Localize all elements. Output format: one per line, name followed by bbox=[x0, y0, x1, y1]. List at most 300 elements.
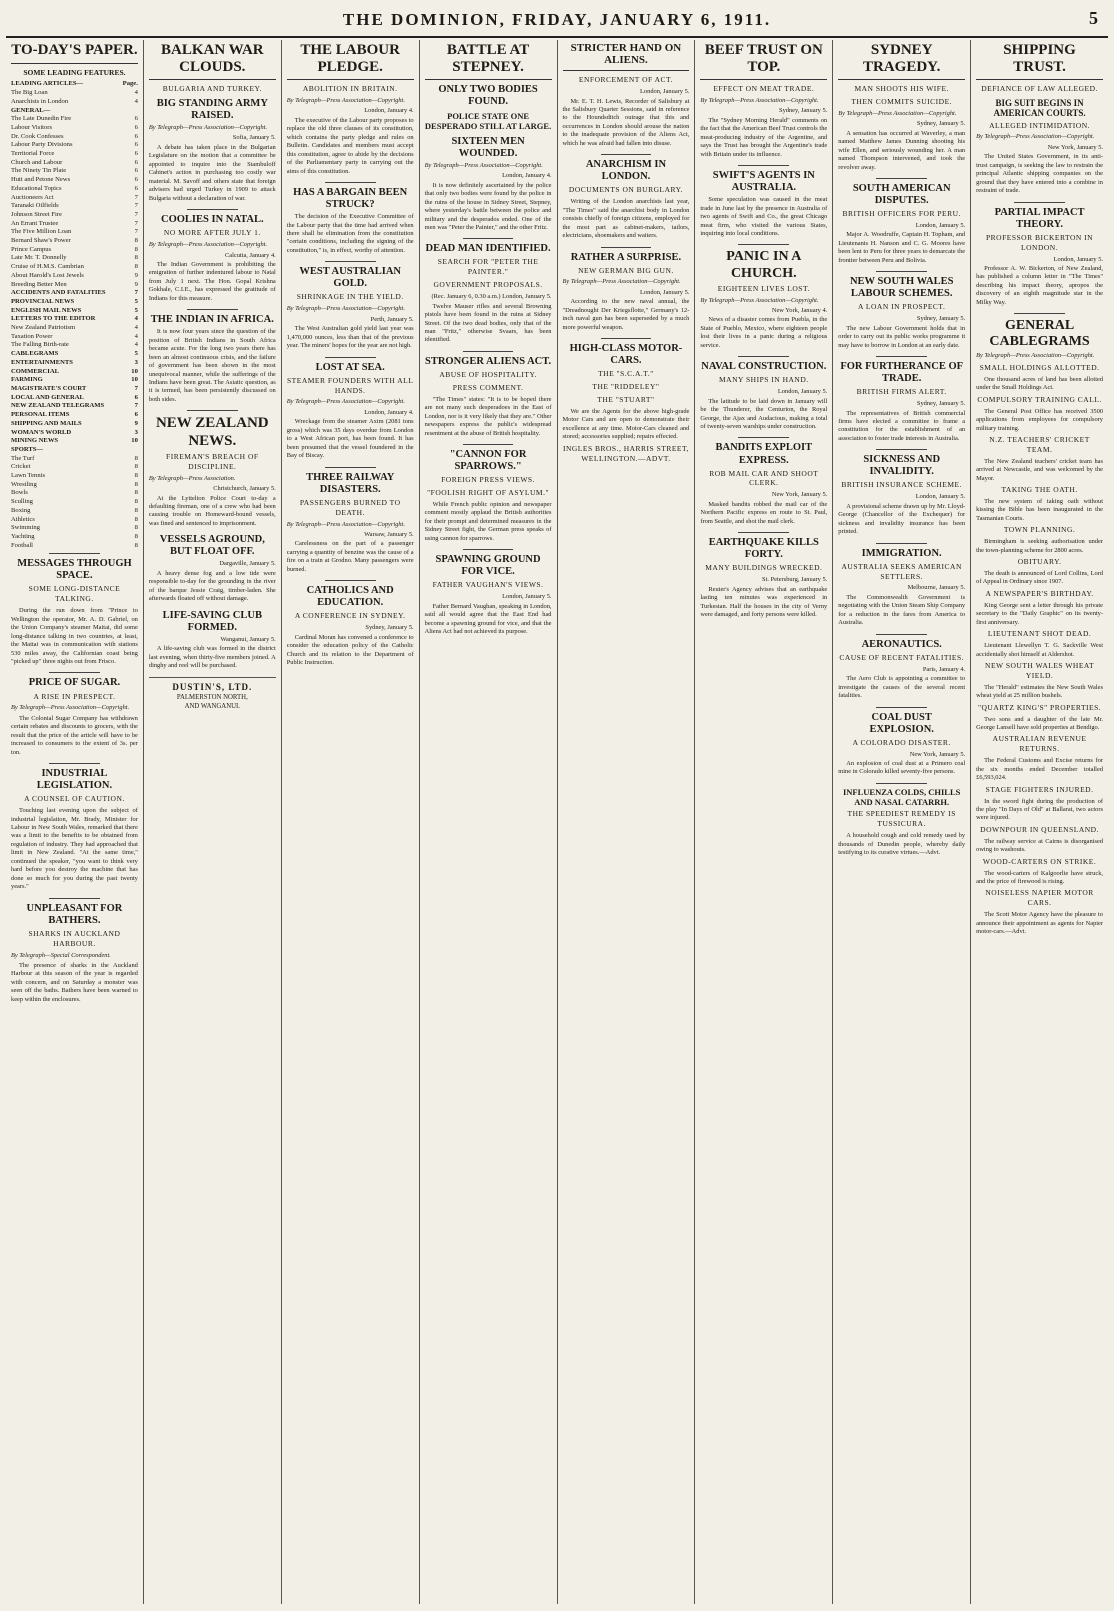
column-3 bbox=[281, 40, 419, 1604]
index-label: New Zealand Patriotism bbox=[11, 324, 76, 332]
index-label: NEW ZEALAND TELEGRAMS bbox=[11, 402, 105, 410]
article-subhead: BULGARIA AND TURKEY. bbox=[162, 84, 262, 93]
article bbox=[425, 444, 552, 543]
article-body: At the Lyttelton Police Court to-day a defaulting fireman, one of a crew who had been causing trouble on Homeward-bound vessels, was fined and sentenced to imprisonment. bbox=[148, 494, 276, 527]
index-row bbox=[11, 376, 138, 385]
index-page: 10 bbox=[131, 437, 138, 445]
index-row bbox=[11, 429, 138, 438]
column-7 bbox=[832, 40, 970, 1604]
cablegram-headline: AUSTRALIAN REVENUE RETURNS. bbox=[992, 734, 1087, 754]
cablegram-item bbox=[976, 363, 1103, 393]
article bbox=[700, 356, 827, 431]
index-label: Prince Campus bbox=[11, 245, 52, 253]
article-dateline: Warsaw, January 5. bbox=[364, 531, 414, 539]
index-label: Anarchists in London bbox=[11, 97, 69, 105]
article-body: During the run down from "Prince to Wellington the operator, Mr. A. D. Gabriel, on the Union Company's steamer Maitai, did some long-distance talking in two countries, at least, the Maitai was in communication with stations 530 miles away, the Californian coast being "picked up" three nights out from Frisco. bbox=[11, 607, 138, 665]
article-subhead: MANY SHIPS IN HAND. bbox=[718, 375, 809, 385]
article bbox=[976, 84, 1103, 196]
article-subhead: BRITISH INSURANCE SCHEME. bbox=[841, 480, 962, 490]
index-row bbox=[11, 524, 138, 533]
index-row bbox=[11, 202, 138, 211]
index-label: LOCAL AND GENERAL bbox=[11, 393, 84, 401]
index-page: 8 bbox=[134, 524, 138, 532]
article-subhead: THE SPEEDIEST REMEDY IS TUSSICURA. bbox=[847, 809, 956, 829]
article-body: A household cough and cold remedy used by thousands of Dunedin people, whereby daily testifying to its curative virtues.—Advt. bbox=[838, 832, 966, 857]
index-row bbox=[11, 341, 138, 350]
article-body: It is now definitely ascertained by the police that only two bodies were found by the police in the ruins of the house in Sidney Street, Stepney, where yesterday's battle between the police and military and the desperados ended. One of the men was "Peter the Painter," and the other Fritz. bbox=[424, 181, 552, 231]
article-body: The West Australian gold yield last year was 1,470,000 ounces, less than that of the previous year. The miners' hopes for the year are not high. bbox=[286, 325, 414, 350]
article-dateline: London, January 4. bbox=[502, 172, 552, 180]
article-body: The Aero Club is appointing a committee to investigate the causes of the several recent fatalities. bbox=[838, 675, 966, 700]
cablegram-list bbox=[976, 363, 1103, 937]
article bbox=[287, 261, 414, 350]
cablegram-headline: N.Z. TEACHERS' CRICKET TEAM. bbox=[989, 434, 1090, 454]
article bbox=[287, 467, 414, 575]
index-row bbox=[11, 402, 138, 411]
cablegram-headline: SMALL HOLDINGS ALLOTTED. bbox=[979, 362, 1100, 372]
index-page: 8 bbox=[134, 489, 138, 497]
index-row bbox=[11, 133, 138, 142]
column-6 bbox=[694, 40, 832, 1604]
article-headline: SWIFT'S AGENTS IN AUSTRALIA. bbox=[712, 170, 815, 194]
article-dateline: London, January 5. bbox=[777, 388, 828, 396]
index-page: 6 bbox=[134, 132, 138, 140]
article-body: A provisional scheme drawn up by Mr. Lloyd-George (Chancellor of the Exchequer) for sickness and invalidity insurance has been printed. bbox=[838, 502, 966, 536]
article bbox=[700, 244, 827, 350]
article-subhead: BRITISH OFFICERS FOR PERU. bbox=[842, 209, 961, 219]
index-page: 6 bbox=[134, 184, 138, 192]
cablegram-item bbox=[976, 485, 1103, 523]
article-subhead: BRITISH FIRMS ALERT. bbox=[856, 387, 947, 397]
index-row bbox=[11, 194, 138, 203]
index-page: 8 bbox=[134, 506, 138, 514]
article-byline: By Telegraph—Press Association—Copyright. bbox=[148, 241, 268, 249]
index-row bbox=[11, 98, 138, 107]
index-page: 6 bbox=[134, 141, 138, 149]
article bbox=[838, 84, 965, 172]
article-byline: By Telegraph—Press Association—Copyright. bbox=[286, 520, 405, 528]
index-label: LETTERS TO THE EDITOR bbox=[11, 315, 96, 323]
article-dateline: New York, January 4. bbox=[771, 306, 828, 314]
index-row bbox=[11, 350, 138, 359]
column-4 bbox=[419, 40, 557, 1604]
index-row bbox=[11, 516, 138, 525]
article-headline: LIFE-SAVING CLUB FORMED. bbox=[162, 609, 262, 633]
article-headline: NEW ZEALAND NEWS. bbox=[155, 415, 269, 449]
index-label: ENGLISH MAIL NEWS bbox=[11, 306, 82, 314]
article bbox=[563, 247, 690, 333]
article-subhead: NO MORE AFTER JULY 1. bbox=[163, 228, 261, 238]
article-body: The new Labour Government holds that in order to carry out its public works programme it may have to borrow in London at an early date. bbox=[838, 324, 966, 349]
article-body: The Indian Government is prohibiting the emigration of further indentured labour to Natal from July 1 next. The Hon. Gopal Krishna Gokhale, C.I.E., has expressed the gratitude of Indians for this measure. bbox=[148, 260, 276, 302]
ad-town: PALMERSTON NORTH, bbox=[176, 693, 248, 701]
article bbox=[838, 634, 965, 701]
cablegram-body: The "Herald" estimates the New South Wales wheat yield at 25 million bushels. bbox=[976, 683, 1103, 700]
index-row bbox=[11, 420, 138, 429]
article-headline: SICKNESS AND INVALIDITY. bbox=[863, 454, 941, 478]
masthead-title: THE DOMINION, FRIDAY, JANUARY 6, 1911. bbox=[342, 10, 772, 29]
column-heading: TO-DAY'S PAPER. bbox=[11, 40, 138, 64]
index-label: Church and Labour bbox=[11, 158, 63, 166]
article bbox=[976, 202, 1103, 308]
article-subhead: ABOLITION IN BRITAIN. bbox=[302, 84, 398, 93]
column-heading: SHIPPING TRUST. bbox=[976, 40, 1103, 80]
article-byline: By Telegraph—Special Correspondent. bbox=[11, 951, 111, 959]
cablegram-item bbox=[976, 435, 1103, 483]
article-body: The presence of sharks in the Auckland Harbour at this season of the year is regarded with concern, and on Saturday a monster was seen off the baths. Bathers have been warned to keep within the enclosures. bbox=[11, 962, 138, 1003]
columns bbox=[6, 40, 1108, 1604]
cablegram-item bbox=[976, 857, 1103, 887]
index-row bbox=[11, 124, 138, 133]
article-dateline: Perth, January 5. bbox=[370, 315, 414, 323]
index-label: FARMING bbox=[11, 376, 43, 384]
article bbox=[838, 271, 965, 350]
article bbox=[700, 84, 827, 159]
index-page: 6 bbox=[134, 158, 138, 166]
article-subhead: STEAMER FOUNDERS WITH ALL HANDS. bbox=[287, 375, 414, 395]
cablegram-body: King George sent a letter through his private secretary to the "Daily Graphic" on its twenty-first anniversary. bbox=[976, 601, 1103, 626]
article-headline: AERONAUTICS. bbox=[861, 638, 942, 650]
article-subhead: ABUSE OF HOSPITALITY. bbox=[439, 369, 537, 379]
article-subhead: THEN COMMITS SUICIDE. bbox=[851, 96, 953, 106]
article bbox=[11, 898, 138, 1005]
article-headline: THE INDIAN IN AFRICA. bbox=[150, 314, 274, 326]
index-row bbox=[11, 150, 138, 159]
article-body: Writing of the London anarchists last year, "The Times" said the anarchist body in London consists chiefly of foreign citizens, employed for the most part as cabinet-makers, tailors, electricians, shoemakers and waiters. bbox=[562, 198, 690, 240]
article-body: Some speculation was caused in the meat trade in June last by the presence in Australia of two agents of Swift and Co., the great Chicago meat firm, who visited the various States, inquiring into local conditions. bbox=[700, 196, 828, 237]
cablegram-body: The General Post Office has received 3500 applications from employees for compulsory military training. bbox=[976, 407, 1103, 432]
page-number: 5 bbox=[1089, 8, 1098, 28]
cablegram-headline: NOISELESS NAPIER MOTOR CARS. bbox=[985, 888, 1094, 908]
index-page: 6 bbox=[134, 115, 138, 123]
article-headline: STRONGER ALIENS ACT. bbox=[424, 355, 552, 367]
index-page: 4 bbox=[134, 97, 138, 105]
index-label: CABLEGRAMS bbox=[11, 350, 59, 358]
article-subhead: POLICE STATE ONE DESPERADO STILL AT LARGE. bbox=[424, 111, 552, 131]
cablegram-item bbox=[976, 525, 1103, 555]
index-label: Taranaki Oilfields bbox=[11, 202, 59, 210]
ad-town: AND WANGANUI. bbox=[184, 702, 240, 710]
index-row bbox=[11, 220, 138, 229]
index-page: 8 bbox=[134, 515, 138, 523]
index-row bbox=[11, 359, 138, 368]
index-label: Bernard Shaw's Power bbox=[11, 237, 71, 245]
article-dateline: London, January 5. bbox=[1053, 255, 1103, 263]
article-headline: UNPLEASANT FOR BATHERS. bbox=[26, 902, 123, 926]
index-label: The Falling Birth-rate bbox=[11, 341, 69, 349]
cablegram-body: The death is announced of Lord Collins, Lord of Appeal in Ordinary since 1907. bbox=[976, 570, 1103, 586]
article-body: While French public opinion and newspaper comment mostly applaud the British authorities for their prompt and determined measures in the Sidney Street fight, the German press speaks of using cannon for sparrows. bbox=[424, 500, 552, 542]
article-headline: SPAWNING GROUND FOR VICE. bbox=[435, 554, 541, 578]
article-body: A debate has taken place in the Bulgarian Legislature on the motion that a committee be appointed to inquire into the Stambuloff Cabinet's action in purchasing too costly war material. M. Savoff and others state that foreign advisers had urged Turkey in 1909 to attack Bulgaria without a declaration of war. bbox=[148, 143, 276, 202]
column-2 bbox=[143, 40, 281, 1604]
article-subhead: FIREMAN'S BREACH OF DISCIPLINE. bbox=[166, 451, 259, 471]
article-subhead: SHRINKAGE IN THE YIELD. bbox=[296, 292, 404, 302]
index-row bbox=[11, 437, 138, 446]
index-row bbox=[11, 176, 138, 185]
article-dateline: London, January 5. bbox=[640, 288, 690, 296]
index-row bbox=[11, 167, 138, 176]
article bbox=[149, 410, 276, 528]
article-body: The United States Government, in its anti-trust campaign, is seeking the law to restrain the principal Atlantic shipping companies on the ground that they have entered into a combine in restraint of trade. bbox=[976, 153, 1103, 195]
index-label: ENTERTAINMENTS bbox=[11, 358, 73, 366]
index-label: Labour Party Divisions bbox=[11, 141, 73, 149]
article-dateline: Sofia, January 5. bbox=[232, 134, 276, 142]
article-subhead: GOVERNMENT PROPOSALS. bbox=[433, 280, 543, 290]
article-headline: THREE RAILWAY DISASTERS. bbox=[306, 471, 395, 495]
article-byline: By Telegraph—Press Association—Copyright. bbox=[838, 109, 957, 117]
column-heading: SYDNEY TRAGEDY. bbox=[838, 40, 965, 80]
cablegram-item bbox=[976, 888, 1103, 936]
index-page: 5 bbox=[134, 350, 138, 358]
index-page: 7 bbox=[134, 289, 138, 297]
article bbox=[11, 553, 138, 666]
index-row bbox=[11, 298, 138, 307]
index-row bbox=[11, 385, 138, 394]
article-byline: By Telegraph—Press Association—Copyright. bbox=[700, 296, 819, 304]
article-headline: MESSAGES THROUGH SPACE. bbox=[17, 558, 132, 582]
index-label: GENERAL— bbox=[11, 106, 51, 114]
index-label: Football bbox=[11, 541, 33, 549]
index-page: 8 bbox=[134, 463, 138, 471]
article-byline: By Telegraph—Press Association—Copyright. bbox=[286, 96, 405, 104]
article-headline: NEW SOUTH WALES LABOUR SCHEMES. bbox=[849, 276, 954, 300]
index-row bbox=[11, 455, 138, 464]
article-body: The "Sydney Morning Herald" comments on the fact that the American Beef Trust controls the meat-producing industry of the Argentine, and says the Trust has brought the Argentine's trade with Britain under its influence. bbox=[700, 116, 828, 158]
index-label: Cricket bbox=[11, 463, 31, 471]
index-label: Boxing bbox=[11, 506, 31, 514]
article bbox=[838, 449, 965, 536]
article-headline: VESSELS AGROUND, BUT FLOAT OFF. bbox=[159, 534, 265, 558]
index-row bbox=[11, 263, 138, 272]
article-dateline: London, January 5. bbox=[502, 593, 552, 601]
cablegram-headline: A NEWSPAPER'S BIRTHDAY. bbox=[985, 588, 1094, 598]
article bbox=[838, 543, 965, 628]
index-label: Lawn Tennis bbox=[11, 472, 46, 480]
index-row bbox=[11, 107, 138, 116]
article-headline: ANARCHISM IN LONDON. bbox=[585, 159, 667, 183]
article-headline: COOLIES IN NATAL. bbox=[161, 214, 264, 226]
article-byline: By Telegraph—Press Association—Copyright. bbox=[976, 352, 1095, 360]
article-subhead: A CONFERENCE IN SYDNEY. bbox=[294, 611, 406, 621]
index-row bbox=[11, 411, 138, 420]
cablegram-headline: "QUARTZ KING'S" PROPERTIES. bbox=[977, 702, 1102, 712]
article bbox=[700, 165, 827, 238]
index-row bbox=[11, 324, 138, 333]
index-page: 7 bbox=[134, 228, 138, 236]
index-label: Taxation Power bbox=[11, 332, 53, 340]
cablegram-item bbox=[976, 703, 1103, 733]
index-page: 3 bbox=[134, 428, 138, 436]
article bbox=[425, 351, 552, 438]
index-page: 4 bbox=[134, 315, 138, 323]
article-headline: BIG STANDING ARMY RAISED. bbox=[156, 97, 268, 121]
index-row bbox=[11, 272, 138, 281]
article-subhead: ALLEGED INTIMIDATION. bbox=[989, 120, 1091, 130]
index-label: The Big Loan bbox=[11, 89, 48, 97]
article-subhead: A LOAN IN PROSPECT. bbox=[858, 302, 946, 312]
index-label: Swimming bbox=[11, 524, 40, 532]
article-headline: HIGH-CLASS MOTOR-CARS. bbox=[569, 343, 683, 367]
index-page: 4 bbox=[134, 341, 138, 349]
ad-contact: INGLES BROS., HARRIS STREET, WELLINGTON.—ADVT. bbox=[562, 443, 689, 463]
article-body: Reuter's Agency advises that an earthquake lasting ten minutes was experienced in Turkestan. Half the houses in the city of Verny were damaged, and forty persons were killed. bbox=[700, 585, 828, 619]
index-label: Hutt and Petone News bbox=[11, 176, 71, 184]
index-page: 7 bbox=[134, 385, 138, 392]
article-body: The decision of the Executive Committee of the Labour party that the time had arrived when there shall be elimination from the constitution "certain conditions, including the signing of the constitution," is, in effect, worthy of attention. bbox=[286, 213, 414, 254]
index-row bbox=[11, 333, 138, 342]
article-subhead: "FOOLISH RIGHT OF ASYLUM." bbox=[427, 487, 550, 497]
article-body: A life-saving club was formed in the district last evening, when thirty-five members joined. A dinghy and reel will be purchased. bbox=[148, 645, 276, 670]
article-body: Wreckage from the steamer Axim (2081 tons gross) which was 35 days overdue from London to a West African port, has been found. It has been presumed that the vessel foundered in the Bay of Biscay. bbox=[286, 418, 414, 460]
column-heading: THE LABOUR PLEDGE. bbox=[287, 40, 414, 80]
index-label: SPORTS— bbox=[11, 445, 44, 453]
article-headline: INFLUENZA COLDS, CHILLS AND NASAL CATARRH. bbox=[842, 786, 961, 807]
cablegram-body: In the sword fight during the production of the play "In Days of Old" at Ballarat, two actors were injured. bbox=[976, 797, 1103, 822]
index-row bbox=[11, 507, 138, 516]
article bbox=[287, 84, 414, 176]
index-label: Dr. Cook Confesses bbox=[11, 132, 64, 140]
index-page: 4 bbox=[134, 332, 138, 340]
article bbox=[149, 209, 276, 303]
article bbox=[563, 75, 690, 148]
index-row bbox=[11, 307, 138, 316]
index-page: 9 bbox=[134, 419, 138, 427]
article-dateline: St. Petersburg, January 5. bbox=[762, 576, 828, 584]
index-page: 5 bbox=[134, 297, 138, 305]
article-body: A sensation has occurred at Waverley, a man named Matthew James Dunning shooting his wife Ellen, and seriously wounding her. A man named Thompson intervened, and took the revolver away. bbox=[838, 129, 966, 171]
index-page: 7 bbox=[134, 210, 138, 218]
article-subhead: ENFORCEMENT OF ACT. bbox=[578, 75, 673, 85]
article bbox=[11, 672, 138, 757]
article bbox=[700, 437, 827, 526]
index-page: 9 bbox=[134, 280, 138, 288]
article-subhead: A RISE IN PRESPECT. bbox=[33, 691, 116, 701]
article-headline: GENERAL CABLEGRAMS bbox=[989, 318, 1090, 350]
article bbox=[149, 534, 276, 603]
index-page: 8 bbox=[134, 532, 138, 540]
article-headline: IMMIGRATION. bbox=[861, 547, 942, 559]
index-header-label: LEADING ARTICLES— bbox=[11, 80, 84, 88]
cablegram-item bbox=[976, 661, 1103, 701]
article bbox=[11, 763, 138, 892]
index-label: Athletics bbox=[11, 515, 35, 523]
article bbox=[149, 309, 276, 404]
column-heading: BALKAN WAR CLOUDS. bbox=[149, 40, 276, 80]
index-label: The Turf bbox=[11, 454, 35, 462]
index-page: 6 bbox=[134, 167, 138, 175]
index-page: 7 bbox=[134, 202, 138, 210]
article-headline: LOST AT SEA. bbox=[315, 361, 385, 373]
article-subhead: EIGHTEEN LIVES LOST. bbox=[717, 283, 810, 293]
cablegram-headline: TAKING THE OATH. bbox=[1001, 485, 1078, 495]
article-subhead: PROFESSOR BICKERTON IN LONDON. bbox=[986, 232, 1094, 252]
article-body: Major A. Woodruffe, Captain H. Topham, and Lieutenants H. Nanson and C. G. Moores have been lent to Peru for three years to demarcate the frontier between Peru and Bolivia. bbox=[838, 231, 966, 264]
index-label: MINING NEWS bbox=[11, 437, 59, 445]
article-subhead: SIXTEEN MEN WOUNDED. bbox=[451, 135, 525, 159]
cablegram-item bbox=[976, 395, 1103, 433]
article-body: The representatives of British commercial firms have elected a committee to frame a constitution for the establishment of an association to foster trade interests in Australia. bbox=[838, 409, 966, 442]
article-byline: By Telegraph—Press Association—Copyright. bbox=[286, 305, 405, 313]
article-body: The Commonwealth Government is negotiating with the Union Steam Ship Company for a reduction in the fares from America to Australia. bbox=[838, 593, 966, 627]
article bbox=[976, 313, 1103, 936]
index-label: The Ninety Tin Plate bbox=[11, 167, 67, 175]
article-subhead: AUSTRALIA SEEKS AMERICAN SETTLERS. bbox=[841, 561, 962, 581]
cablegram-headline: DOWNPOUR IN QUEENSLAND. bbox=[980, 824, 1099, 834]
article bbox=[287, 182, 414, 255]
article-headline: DEAD MAN IDENTIFIED. bbox=[425, 243, 551, 255]
advertisement bbox=[838, 783, 965, 858]
article-dateline: Melbourne, January 5. bbox=[907, 584, 966, 592]
index-page: 7 bbox=[134, 219, 138, 227]
index-page: 8 bbox=[134, 254, 138, 262]
index-page: 4 bbox=[134, 324, 138, 332]
index-row bbox=[11, 211, 138, 220]
article-body: Masked bandits robbed the mail car of the Northern Pacific express en route to St. Paul, from Seattle, and shot the mail clerk. bbox=[700, 500, 828, 525]
article-dateline: London, January 4. bbox=[364, 408, 414, 416]
index-label: Cruise of H.M.S. Cambrian bbox=[11, 263, 84, 271]
index-label: An Errant Trustee bbox=[11, 219, 59, 227]
index-row bbox=[11, 315, 138, 324]
index-label: Breeding Better Men bbox=[11, 280, 67, 288]
cablegram-body: One thousand acres of land has been allotted under the Small Holdings Act. bbox=[976, 375, 1103, 392]
cablegram-body: The wood-carters of Kalgoorlie have struck, and the price of firewood is rising. bbox=[976, 869, 1103, 885]
cablegram-headline: NEW SOUTH WALES WHEAT YIELD. bbox=[985, 660, 1095, 680]
index-page: 8 bbox=[134, 541, 138, 549]
article-body: The Colonial Sugar Company has withdrawn certain rebates and discounts to grocers, with the result that the price of the article will have to be increased to consumers to the extent of 3s. per ton. bbox=[11, 714, 138, 756]
cablegram-item bbox=[976, 734, 1103, 782]
article bbox=[425, 549, 552, 636]
cablegram-headline: COMPULSORY TRAINING CALL. bbox=[977, 394, 1102, 404]
cablegram-headline: OBITUARY. bbox=[1017, 557, 1062, 567]
index-page: 6 bbox=[134, 411, 138, 419]
index-row bbox=[11, 89, 138, 98]
index-page: 8 bbox=[134, 454, 138, 462]
cablegram-item bbox=[976, 629, 1103, 659]
article-body: Father Bernard Vaughan, speaking in London, said all would agree that the East End had become a spawning ground for vice, and that the Aliens Act had not achieved its purpose. bbox=[424, 602, 552, 635]
index-page: 8 bbox=[134, 245, 138, 253]
index-header-page: Page. bbox=[122, 80, 138, 88]
index-row bbox=[11, 141, 138, 150]
article-body: Carelessness on the part of a passenger carrying a quantity of benzine was the cause of a fire on a train at Grodno. Many passengers were burned. bbox=[286, 540, 414, 573]
index-label: PROVINCIAL NEWS bbox=[11, 297, 75, 305]
column-5 bbox=[557, 40, 695, 1604]
article-subhead: FATHER VAUGHAN'S VIEWS. bbox=[432, 580, 544, 590]
article-byline: By Telegraph—Press Association. bbox=[148, 474, 236, 482]
article-headline: CATHOLICS AND EDUCATION. bbox=[306, 585, 394, 609]
article-dateline: London, January 4. bbox=[364, 107, 414, 115]
index-row bbox=[11, 185, 138, 194]
article-byline: By Telegraph—Press Association—Copyright. bbox=[700, 96, 819, 104]
article-headline: INDUSTRIAL LEGISLATION. bbox=[36, 768, 113, 792]
index-row bbox=[11, 281, 138, 290]
article-headline: BANDITS EXPLOIT EXPRESS. bbox=[715, 442, 813, 466]
article-dateline: New York, January 5. bbox=[909, 750, 966, 758]
article-body: The latitude to be laid down in January will be the Thunderer, the Centurion, the Royal George, the Ajax and Audacious, making a total of twenty-seven warships under construction. bbox=[700, 397, 828, 431]
article-byline: By Telegraph—Press Association—Copyright. bbox=[11, 704, 130, 712]
cablegram-headline: WOOD-CARTERS ON STRIKE. bbox=[982, 856, 1097, 866]
index-page: 7 bbox=[134, 193, 138, 201]
index-label: The Five Million Loan bbox=[11, 228, 72, 236]
cablegram-body: Lieutenant Llewellyn T. G. Sackville West accidentally shot himself at Aldershot. bbox=[976, 642, 1103, 658]
article-subhead: PASSENGERS BURNED TO DEATH. bbox=[299, 497, 401, 517]
article-subhead: PRESS COMMENT. bbox=[452, 382, 524, 392]
index-page: 8 bbox=[134, 472, 138, 480]
article-body: Cardinal Moran has convened a conference to consider the education policy of the Catholic Church and its relation to the Department of Public Instruction. bbox=[286, 633, 414, 667]
index-label: ACCIDENTS AND FATALITIES bbox=[11, 289, 106, 297]
article-dateline: Sydney, January 5. bbox=[916, 120, 966, 128]
article-body: According to the new naval annual, the "Dreadnought Der Kriegsflotte," Germany's 12-inch naval gun has been superseded by a much more powerful weapon. bbox=[562, 298, 690, 331]
